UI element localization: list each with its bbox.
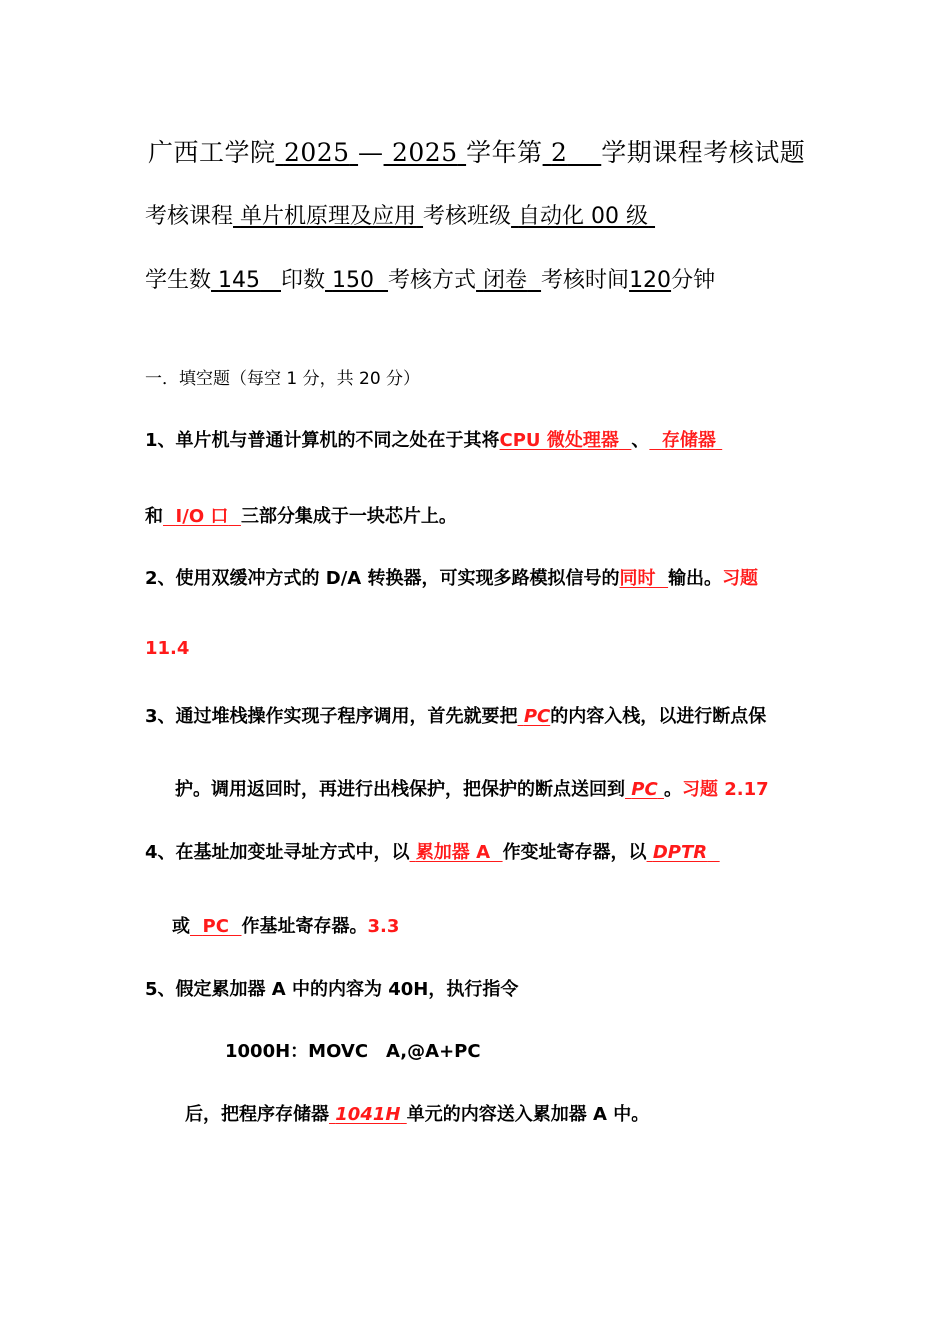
q4-answer-2: DPTR bbox=[652, 842, 708, 863]
method-label: 考核方式 bbox=[388, 268, 477, 293]
term-suffix: 学期课程考核试题 bbox=[601, 138, 806, 167]
students-label: 学生数 bbox=[145, 268, 212, 293]
student-line bbox=[145, 263, 715, 294]
q2-text-b: 输出。 bbox=[668, 568, 723, 589]
term-number: 2 bbox=[551, 138, 568, 167]
q1-sep: 、 bbox=[631, 430, 650, 451]
print-value: 150 bbox=[332, 268, 375, 293]
question-5: 5、假定累加器 A 中的内容为 40H，执行指令 bbox=[145, 979, 519, 1000]
question-4-cont bbox=[172, 912, 399, 938]
question-1-cont bbox=[145, 502, 457, 528]
q3-answer-1: PC bbox=[523, 706, 551, 727]
students-value: 145 bbox=[218, 268, 261, 293]
q3-reference: 习题 2.17 bbox=[681, 779, 769, 800]
section-title: 一．填空题（每空 1 分，共 20 分） bbox=[145, 369, 421, 389]
q3-text-d: 。 bbox=[663, 779, 682, 800]
q4-text-c: 或 bbox=[172, 916, 190, 937]
year-dash: — bbox=[358, 138, 384, 167]
q1-text-c: 三部分集成于一块芯片上。 bbox=[240, 506, 457, 527]
method-value: 闭卷 bbox=[483, 268, 528, 293]
q1-text-a: 1、单片机与普通计算机的不同之处在于其将 bbox=[145, 430, 500, 451]
question-3-cont bbox=[175, 775, 769, 801]
q3-text-c: 护。调用返回时，再进行出栈保护，把保护的断点送回到 bbox=[175, 779, 625, 800]
class-value: 自动化 00 级 bbox=[518, 204, 649, 229]
q4-answer-3: PC bbox=[202, 916, 229, 937]
q1-answer-1: CPU 微处理器 bbox=[499, 430, 619, 451]
q1-answer-2: 存储器 bbox=[661, 430, 716, 451]
q2-reference: 习题 bbox=[722, 568, 759, 589]
question-1 bbox=[145, 426, 722, 452]
print-label: 印数 bbox=[281, 268, 326, 293]
course-line bbox=[145, 199, 655, 230]
question-2 bbox=[145, 564, 758, 590]
q5-instruction: 1000H：MOVC A,@A+PC bbox=[225, 1041, 481, 1062]
q4-answer-1: 累加器 A bbox=[415, 842, 491, 863]
q4-text-d: 作基址寄存器。 bbox=[241, 916, 368, 937]
course-value: 单片机原理及应用 bbox=[240, 204, 417, 229]
year-end: 2025 bbox=[392, 138, 458, 167]
course-label: 考核课程 bbox=[145, 204, 234, 229]
question-4 bbox=[145, 838, 720, 864]
time-label: 考核时间 bbox=[541, 268, 630, 293]
q3-text-b: 的内容入栈，以进行断点保 bbox=[550, 706, 767, 727]
q4-text-a: 4、在基址加变址寻址方式中，以 bbox=[145, 842, 410, 863]
q5-text-c: 单元的内容送入累加器 A 中。 bbox=[406, 1104, 650, 1125]
year-start: 2025 bbox=[283, 138, 350, 167]
q2-text-a: 2、使用双缓冲方式的 D/A 转换器，可实现多路模拟信号的 bbox=[145, 568, 620, 589]
year-text: 学年第 bbox=[466, 138, 543, 167]
q5-text-b: 后，把程序存储器 bbox=[185, 1104, 329, 1125]
q2-reference-number: 11.4 bbox=[145, 638, 190, 659]
q5-answer-1: 1041H bbox=[335, 1104, 401, 1125]
q4-reference: 3.3 bbox=[367, 916, 400, 937]
time-unit: 分钟 bbox=[671, 268, 716, 293]
q1-text-b: 和 bbox=[145, 506, 163, 527]
time-value: 120 bbox=[629, 268, 672, 293]
question-5-cont bbox=[185, 1100, 649, 1126]
q3-text-a: 3、通过堆栈操作实现子程序调用，首先就要把 bbox=[145, 706, 518, 727]
school-name: 广西工学院 bbox=[148, 138, 276, 167]
q4-text-b: 作变址寄存器，以 bbox=[502, 842, 647, 863]
q1-answer-3: I/O 口 bbox=[175, 506, 229, 527]
class-label: 考核班级 bbox=[423, 204, 512, 229]
q2-answer-1: 同时 bbox=[619, 568, 656, 589]
question-3 bbox=[145, 702, 766, 728]
exam-title bbox=[148, 133, 805, 169]
q3-answer-2: PC bbox=[631, 779, 658, 800]
